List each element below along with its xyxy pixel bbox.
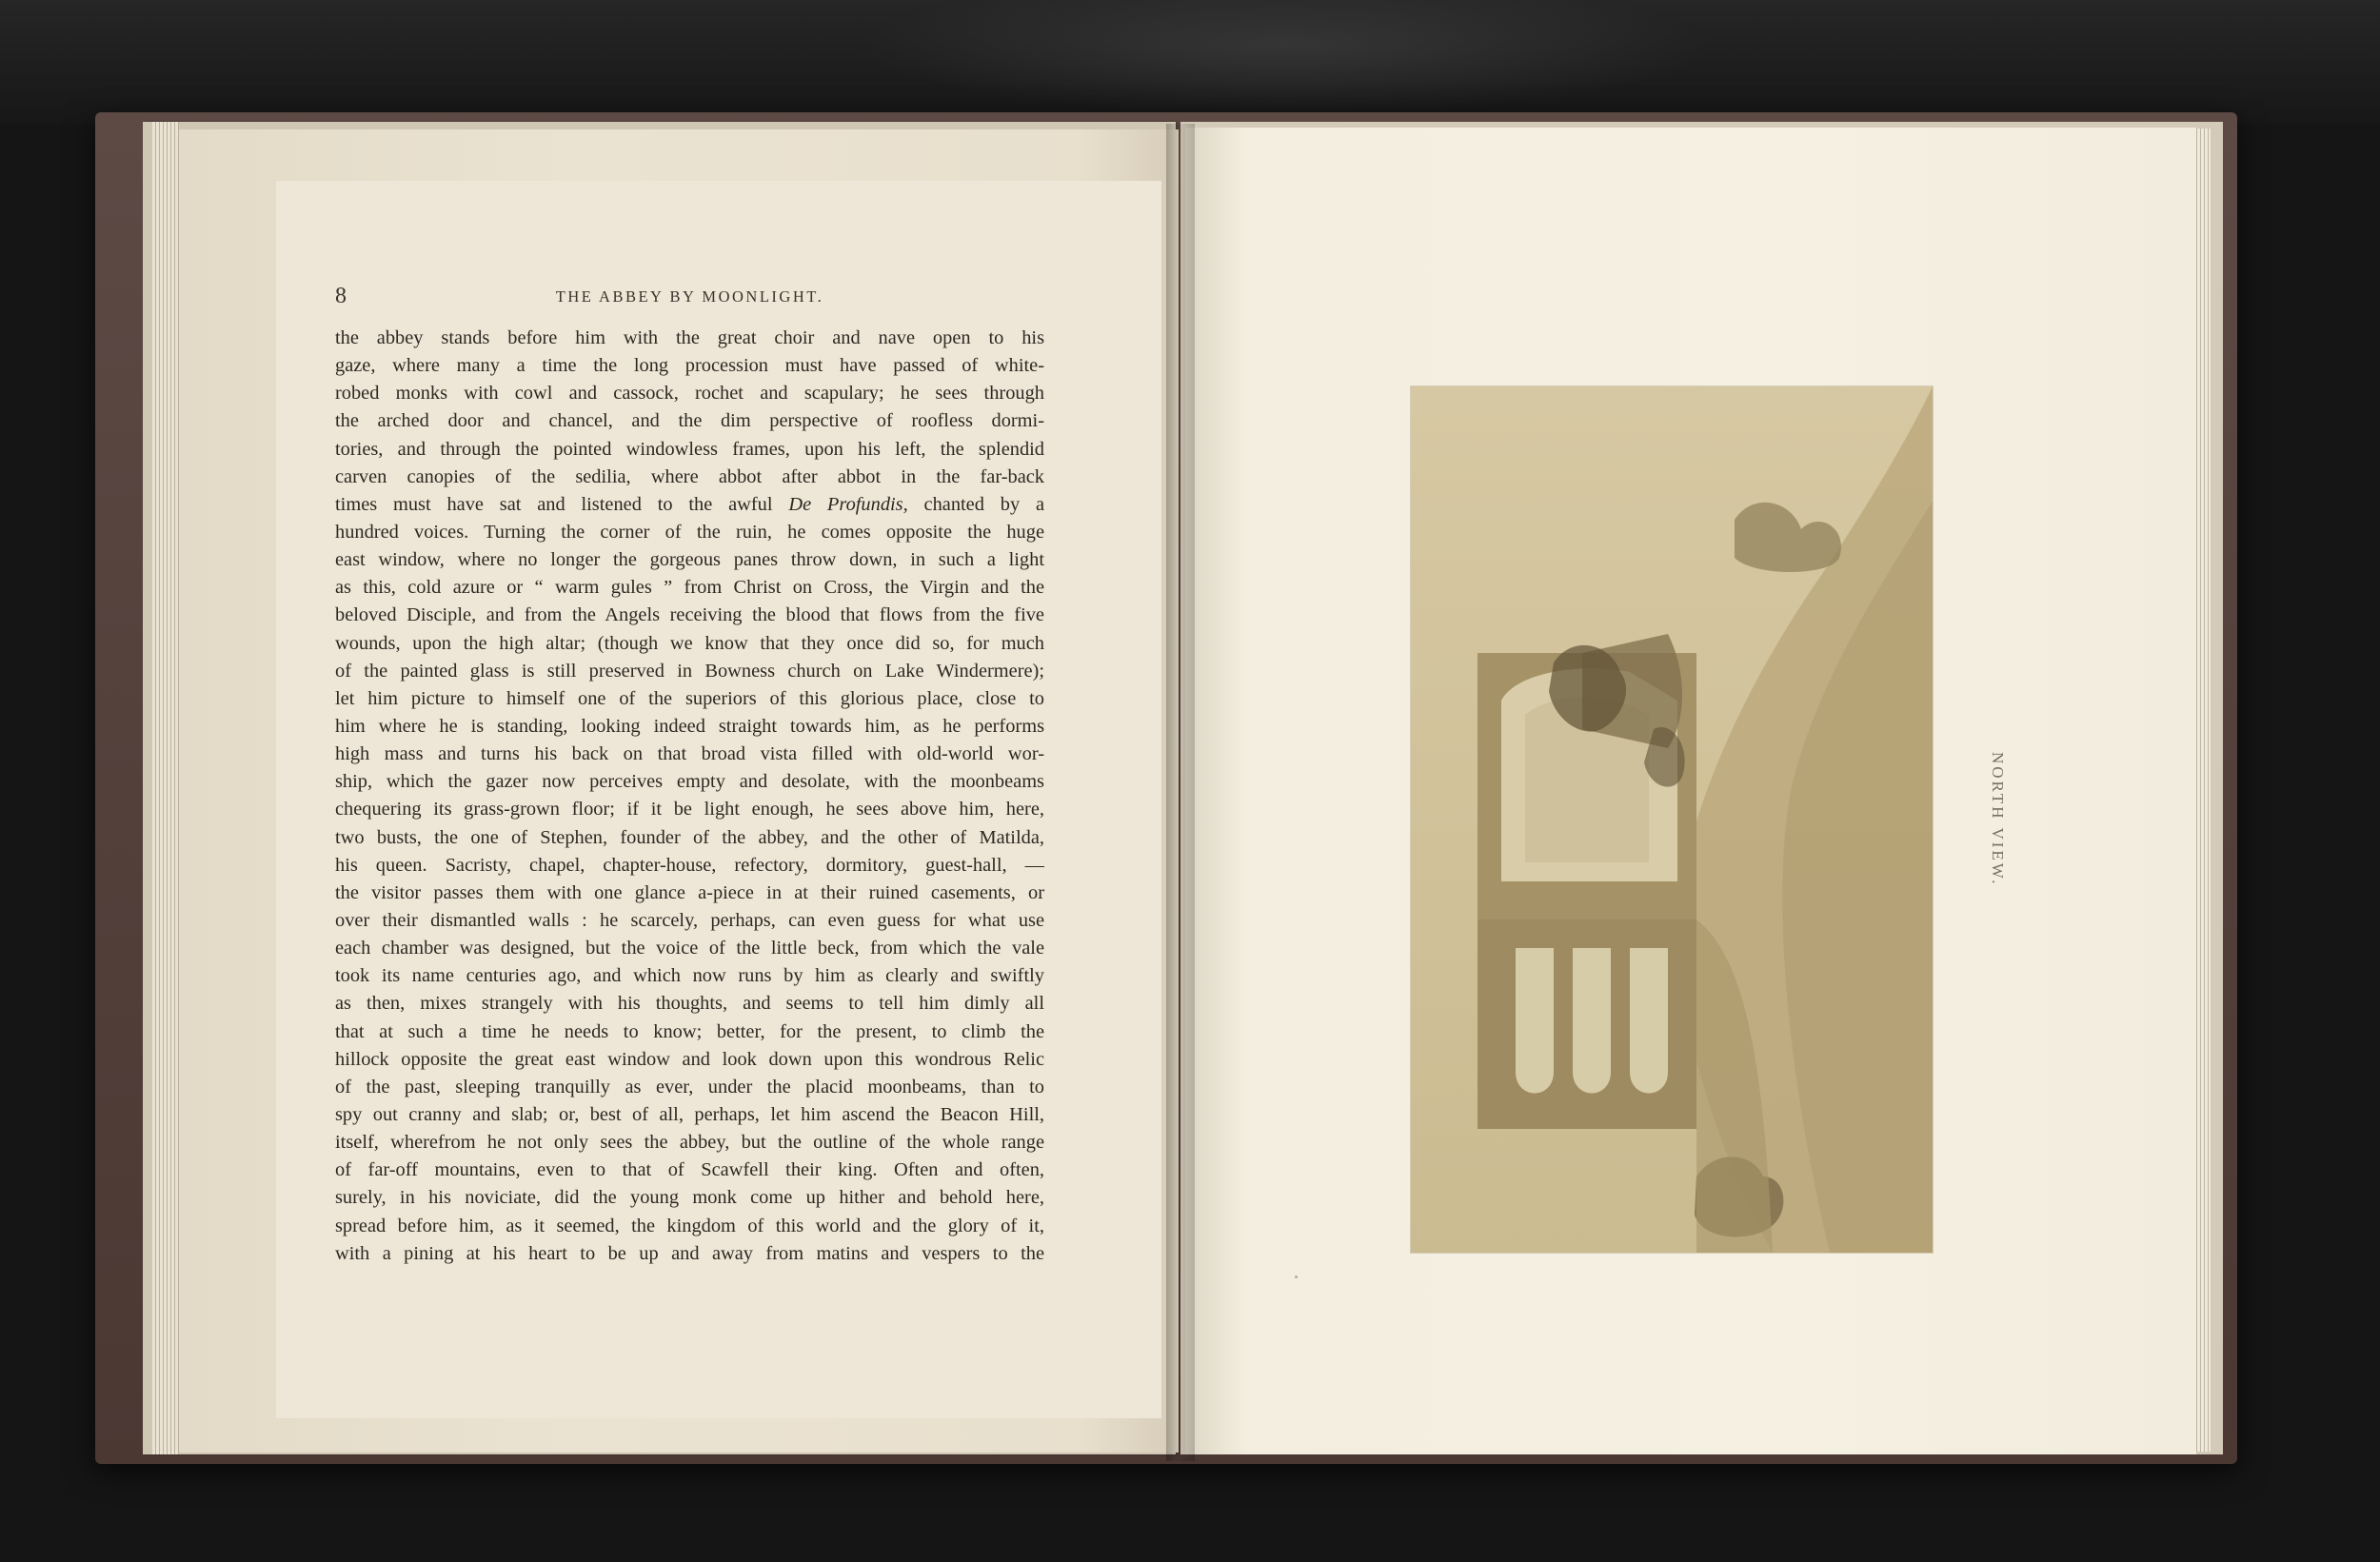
text-line: two busts, the one of Stephen, founder of the abbey, and the other of Matilda, xyxy=(335,826,1044,848)
paper-speck xyxy=(1295,1275,1298,1278)
text-line: hundred voices. Turning the corner of the ruin, he comes opposite the huge xyxy=(335,521,1044,543)
text-line: of the past, sleeping tranquilly as ever, under the placid moonbeams, than to xyxy=(335,1076,1044,1097)
text-line: beloved Disciple, and from the Angels receiving the blood that flows from the five xyxy=(335,604,1044,626)
text-line: itself, wherefrom he not only sees the abbey, but the outline of the whole range xyxy=(335,1132,1044,1154)
text-line: high mass and turns his back on that broad vista filled with old-world wor- xyxy=(335,743,1044,765)
text-line: surely, in his noviciate, did the young monk come up hither and behold here, xyxy=(335,1187,1044,1209)
running-head-title: THE ABBEY BY MOONLIGHT. xyxy=(555,287,824,306)
plate-caption: NORTH VIEW. xyxy=(1989,752,2007,887)
text-line: carven canopies of the sedilia, where abbot after abbot in the far-back xyxy=(335,465,1044,487)
text-line: the abbey stands before him with the great choir and nave open to his xyxy=(335,327,1044,348)
text-line: him where he is standing, looking indeed straight towards him, as he performs xyxy=(335,715,1044,737)
text-line: with a pining at his heart to be up and away from matins and vespers to the xyxy=(335,1242,1044,1264)
running-head xyxy=(335,284,1044,312)
text-line: as then, mixes strangely with his thoughts, and seems to tell him dimly all xyxy=(335,993,1044,1015)
text-line: of the painted glass is still preserved in Bowness church on Lake Windermere); xyxy=(335,660,1044,682)
text-line: over their dismantled walls : he scarcely, perhaps, can even guess for what use xyxy=(335,909,1044,931)
text-line: chequering its grass-grown floor; if it be light enough, he sees above him, here, xyxy=(335,799,1044,821)
text-line: robed monks with cowl and cassock, rochet and scapulary; he sees through xyxy=(335,383,1044,405)
body-text xyxy=(335,325,1044,1268)
text-line: of far-off mountains, even to that of Scawfell their king. Often and often, xyxy=(335,1159,1044,1181)
text-line: let him picture to himself one of the superiors of this glorious place, close to xyxy=(335,687,1044,709)
italic-phrase: De Profundis, xyxy=(788,493,908,515)
photograph-plate xyxy=(1411,386,1933,1253)
text-line: spread before him, as it seemed, the kingdom of this world and the glory of it, xyxy=(335,1215,1044,1236)
text-line: that at such a time he needs to know; better, for the present, to climb the xyxy=(335,1020,1044,1042)
text-line: east window, where no longer the gorgeous panes throw down, in such a light xyxy=(335,549,1044,571)
text-line: hillock opposite the great east window and look down upon this wondrous Relic xyxy=(335,1048,1044,1070)
text-line: times must have sat and listened to the awful De Profundis, chanted by a xyxy=(335,493,1044,515)
text-line: took its name centuries ago, and which now runs by him as clearly and swiftly xyxy=(335,965,1044,987)
text-line: the visitor passes them with one glance a-piece in at their ruined casements, or xyxy=(335,881,1044,903)
text-line: each chamber was designed, but the voice of the little beck, from which the vale xyxy=(335,938,1044,959)
backdrop-cloth-fold xyxy=(857,0,1714,114)
text-line: ship, which the gazer now perceives empty and desolate, with the moonbeams xyxy=(335,771,1044,793)
book-gutter xyxy=(1166,124,1195,1461)
text-line: as this, cold azure or “ warm gules ” from Christ on Cross, the Virgin and the xyxy=(335,577,1044,599)
text-line: his queen. Sacristy, chapel, chapter-house, refectory, dormitory, guest-hall, — xyxy=(335,854,1044,876)
page-number: 8 xyxy=(335,284,347,308)
text-line: wounds, upon the high altar; (though we know that they once did so, for much xyxy=(335,632,1044,654)
text-line: tories, and through the pointed windowless frames, upon his left, the splendid xyxy=(335,438,1044,460)
left-page-edges xyxy=(152,122,179,1454)
text-line: gaze, where many a time the long procession must have passed of white- xyxy=(335,355,1044,377)
abbey-ruin-photograph xyxy=(1411,386,1933,1253)
text-line: spy out cranny and slab; or, best of all, perhaps, let him ascend the Beacon Hill, xyxy=(335,1103,1044,1125)
text-line: the arched door and chancel, and the dim perspective of roofless dormi- xyxy=(335,410,1044,432)
